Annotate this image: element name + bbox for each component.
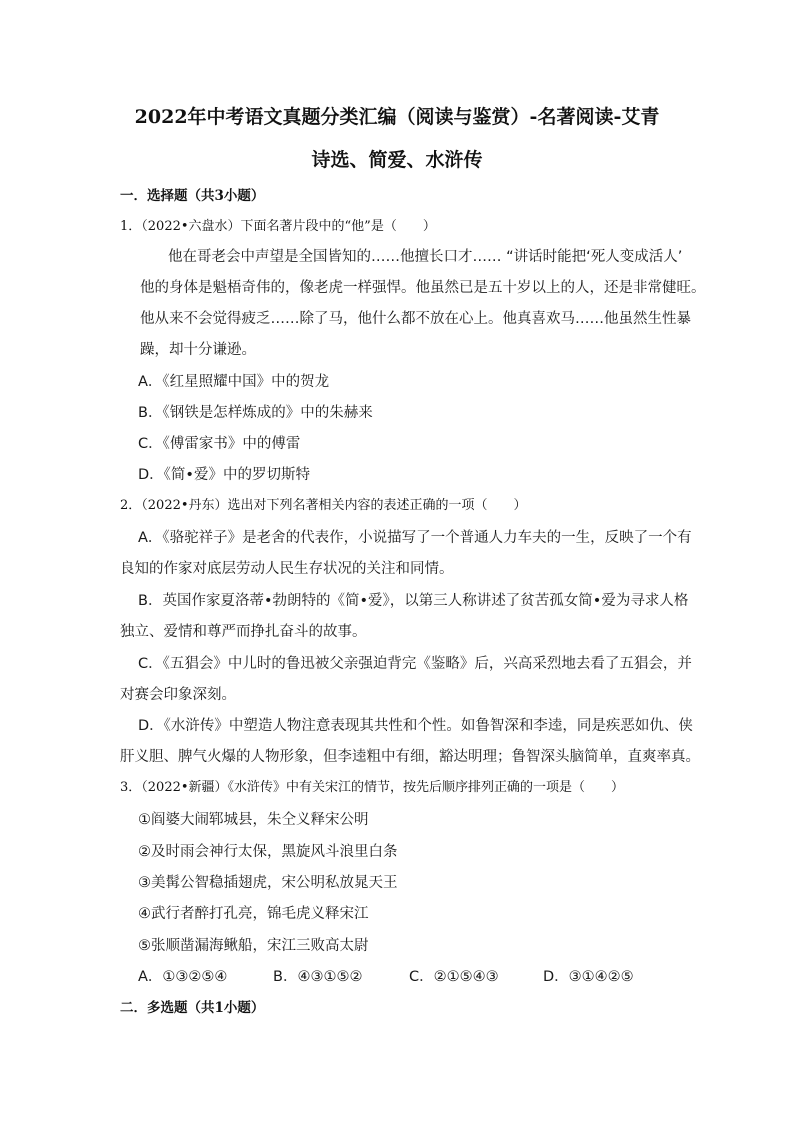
question-1-stem: 1．（2022•六盘水）下面名著片段中的“他”是（ ） — [120, 219, 436, 234]
question-3-stem: 3．（2022•新疆）《水浒传》中有关宋江的情节，按先后顺序排列正确的一项是（ ） — [120, 780, 625, 795]
question-3-item: ⑤张顺凿漏海鳅船，宋江三败高太尉 — [138, 938, 369, 954]
question-3-item: ②及时雨会神行太保，黑旋风斗浪里白条 — [138, 844, 398, 860]
question-3-option-c: C．②①⑤④③ — [409, 969, 499, 985]
question-2-option-c-line: C．《五猖会》中儿时的鲁迅被父亲强迫背完《鉴略》后，兴高采烈地去看了五猖会，并 — [138, 656, 692, 672]
question-2-option-b-line: B．英国作家夏洛蒂•勃朗特的《简•爱》，以第三人称讲述了贫苦孤女简•爱为寻求人格 — [138, 593, 689, 609]
question-1-option-b: B．《钢铁是怎样炼成的》中的朱赫来 — [138, 405, 373, 421]
question-1-option-a: A．《红星照耀中国》中的贺龙 — [138, 374, 330, 390]
question-1-option-c: C．《傅雷家书》中的傅雷 — [138, 436, 301, 452]
question-2-option-c-line: 对赛会印象深刻。 — [120, 687, 236, 703]
question-3-option-a: A．①③②⑤④ — [138, 969, 228, 985]
question-2-stem: 2．（2022•丹东）选出对下列名著相关内容的表述正确的一项（ ） — [120, 498, 527, 513]
question-3-option-d: D．③①④②⑤ — [543, 969, 634, 985]
question-1-option-d: D．《简•爱》中的罗切斯特 — [138, 467, 310, 483]
document-title-line-1: 2022年中考语文真题分类汇编（阅读与鉴赏）-名著阅读-艾青 — [134, 106, 660, 128]
question-2-option-b-line: 独立、爱情和尊严而挣扎奋斗的故事。 — [120, 624, 367, 640]
question-3-options — [138, 967, 634, 987]
question-1-passage-line: 他的身体是魁梧奇伟的，像老虎一样强悍。他虽然已是五十岁以上的人，还是非常健旺。 — [140, 280, 706, 296]
section-heading-multi-select: 二．多选题（共1小题） — [120, 1000, 265, 1016]
question-2-option-a-line: 良知的作家对底层劳动人民生存状况的关注和同情。 — [120, 561, 454, 577]
section-heading-multiple-choice: 一．选择题（共3小题） — [120, 188, 265, 204]
question-3-item: ③美髯公智稳插翅虎，宋公明私放晁天王 — [138, 875, 398, 891]
question-1-passage-line: 躁，却十分谦逊。 — [140, 342, 256, 358]
question-2-option-d-line: D．《水浒传》中塑造人物注意表现其共性和个性。如鲁智深和李逵，同是疾恶如仇、侠 — [138, 718, 693, 734]
document-title-line-2: 诗选、简爱、水浒传 — [311, 149, 483, 171]
question-1-passage-line: 他在哥老会中声望是全国皆知的……他擅长口才…… “讲话时能把‘死人变成活人’ — [168, 249, 683, 265]
question-2-option-a-line: A．《骆驼祥子》是老舍的代表作，小说描写了一个普通人力车夫的一生，反映了一个有 — [138, 530, 692, 546]
question-3-item: ①阎婆大闹郓城县，朱仝义释宋公明 — [138, 812, 369, 828]
question-1-passage-line: 他从来不会觉得疲乏……除了马，他什么都不放在心上。他真喜欢马……他虽然生性暴 — [140, 311, 691, 327]
question-3-item: ④武行者醉打孔亮，锦毛虎义释宋江 — [138, 906, 369, 922]
question-2-option-d-line: 肝义胆、脾气火爆的人物形象，但李逵粗中有细，豁达明理；鲁智深头脑简单，直爽率真。 — [120, 749, 700, 765]
question-3-option-b: B．④③①⑤② — [273, 969, 363, 985]
